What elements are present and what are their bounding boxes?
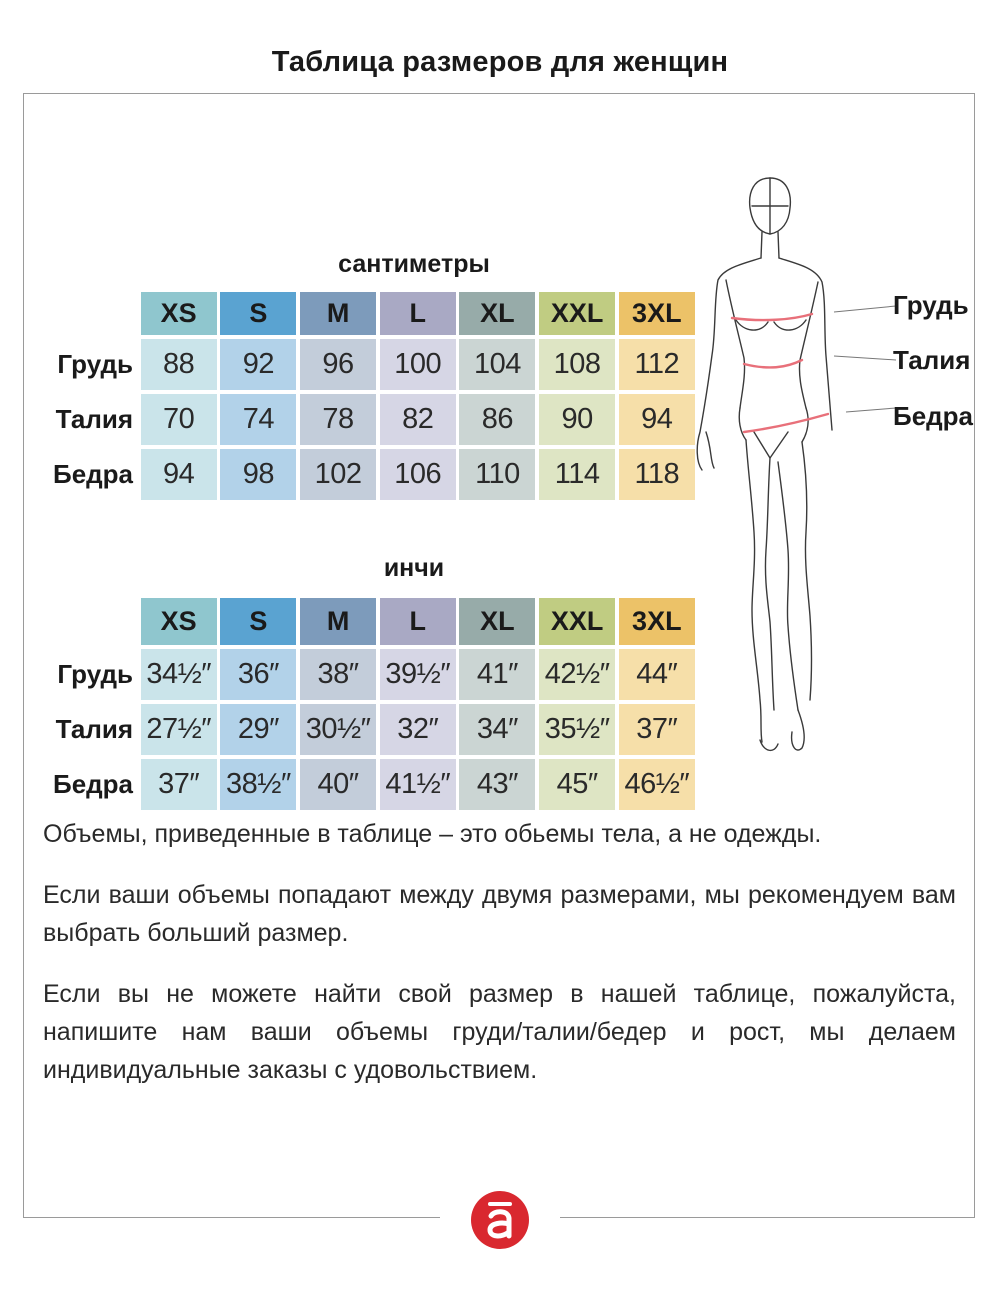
table-cell: 112: [619, 339, 695, 390]
measure-leader-lines: [826, 290, 896, 420]
size-header-xxl: XXL: [539, 598, 615, 645]
body-figure-illustration: [682, 170, 862, 755]
row-label-waist: Талия: [55, 714, 133, 744]
page-title: Таблица размеров для женщин: [271, 46, 729, 78]
table-cell: 42½″: [539, 649, 615, 700]
table-cell: 108: [539, 339, 615, 390]
table-cell: 41″: [459, 649, 535, 700]
size-header-3xl: 3XL: [619, 292, 695, 335]
table-cell: 92: [220, 339, 296, 390]
size-header-xs: XS: [141, 598, 217, 645]
size-header-s: S: [220, 292, 296, 335]
size-header-m: M: [300, 292, 376, 335]
table-cell: 40″: [300, 759, 376, 810]
table-cell: 70: [141, 394, 217, 445]
size-table-centimeters: [52, 292, 695, 500]
row-label-chest: Грудь: [57, 349, 133, 379]
table-cell: 30½″: [300, 704, 376, 755]
figure-label-hips: Бедра: [893, 401, 973, 431]
table-cell: 43″: [459, 759, 535, 810]
note-text: Объемы, приведенные в таблице – это обьемы тела, а не одежды.: [43, 820, 822, 848]
table-cell: 118: [619, 449, 695, 500]
table-cell: 32″: [380, 704, 456, 755]
table-cell: 38½″: [220, 759, 296, 810]
table-cell: 98: [220, 449, 296, 500]
table-cell: 45″: [539, 759, 615, 810]
brand-logo-icon: [470, 1190, 530, 1250]
table-cell: 88: [141, 339, 217, 390]
table-cell: 78: [300, 394, 376, 445]
table-cell: 74: [220, 394, 296, 445]
table-cell: 27½″: [141, 704, 217, 755]
note-between-sizes: [43, 876, 956, 952]
table-cell: 104: [459, 339, 535, 390]
row-label-chest: Грудь: [57, 659, 133, 689]
table-corner: [52, 292, 137, 335]
unit-label-centimeters: сантиметры: [338, 250, 490, 278]
table-cell: 100: [380, 339, 456, 390]
table-cell: 37″: [619, 704, 695, 755]
size-header-s: S: [220, 598, 296, 645]
size-header-xxl: XXL: [539, 292, 615, 335]
note-text: Если ваши объемы попадают между двумя размерами, мы рекомендуем вам выбрать больший размер.: [43, 881, 956, 947]
row-label-hips: Бедра: [53, 769, 133, 799]
table-cell: 106: [380, 449, 456, 500]
size-header-xl: XL: [459, 292, 535, 335]
unit-label-inches: инчи: [383, 554, 445, 582]
table-cell: 29″: [220, 704, 296, 755]
table-cell: 82: [380, 394, 456, 445]
table-cell: 38″: [300, 649, 376, 700]
table-cell: 34″: [459, 704, 535, 755]
size-header-3xl: 3XL: [619, 598, 695, 645]
table-corner: [52, 598, 137, 645]
table-cell: 36″: [220, 649, 296, 700]
size-header-xs: XS: [141, 292, 217, 335]
note-custom-orders: [43, 975, 956, 1089]
table-cell: 94: [141, 449, 217, 500]
row-label-hips: Бедра: [53, 459, 133, 489]
note-text: Если вы не можете найти свой размер в нашей таблице, пожалуйста, напишите нам ваши объемы груди/талии/бедер и рост, мы делаем индивидуальные заказы с удовольствием.: [43, 980, 956, 1084]
row-label-waist: Талия: [55, 404, 133, 434]
table-cell: 35½″: [539, 704, 615, 755]
table-cell: 96: [300, 339, 376, 390]
table-cell: 44″: [619, 649, 695, 700]
table-cell: 39½″: [380, 649, 456, 700]
table-cell: 114: [539, 449, 615, 500]
size-table-inches: [52, 598, 695, 810]
table-cell: 37″: [141, 759, 217, 810]
table-cell: 41½″: [380, 759, 456, 810]
table-cell: 34½″: [141, 649, 217, 700]
size-header-m: M: [300, 598, 376, 645]
figure-label-waist: Талия: [893, 345, 971, 375]
size-header-l: L: [380, 598, 456, 645]
table-cell: 46½″: [619, 759, 695, 810]
table-cell: 86: [459, 394, 535, 445]
size-header-xl: XL: [459, 598, 535, 645]
table-cell: 110: [459, 449, 535, 500]
note-body-measurements: [43, 815, 956, 853]
size-header-l: L: [380, 292, 456, 335]
table-cell: 90: [539, 394, 615, 445]
table-cell: 94: [619, 394, 695, 445]
table-cell: 102: [300, 449, 376, 500]
figure-label-chest: Грудь: [893, 290, 969, 320]
